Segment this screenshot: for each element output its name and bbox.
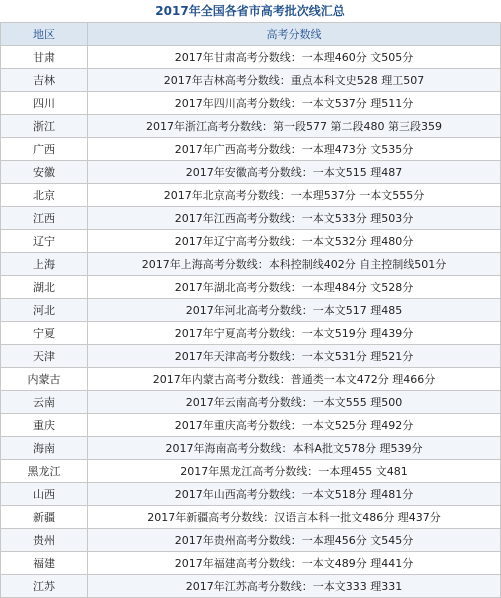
score-cell: 2017年上海高考分数线：本科控制线402分 自主控制线501分 bbox=[88, 253, 501, 276]
table-row bbox=[1, 460, 501, 483]
region-cell: 甘肃 bbox=[1, 46, 88, 69]
table-row bbox=[1, 299, 501, 322]
region-cell: 重庆 bbox=[1, 414, 88, 437]
table-body bbox=[1, 46, 501, 598]
table-row bbox=[1, 575, 501, 598]
region-cell: 海南 bbox=[1, 437, 88, 460]
region-cell: 吉林 bbox=[1, 69, 88, 92]
region-cell: 四川 bbox=[1, 92, 88, 115]
table-row bbox=[1, 276, 501, 299]
score-cell: 2017年辽宁高考分数线：一本文532分 理480分 bbox=[88, 230, 501, 253]
region-cell: 安徽 bbox=[1, 161, 88, 184]
table-row bbox=[1, 483, 501, 506]
region-cell: 江苏 bbox=[1, 575, 88, 598]
score-cell: 2017年海南高考分数线：本科A批文578分 理539分 bbox=[88, 437, 501, 460]
table-row bbox=[1, 552, 501, 575]
table-row bbox=[1, 368, 501, 391]
score-cell: 2017年安徽高考分数线：一本文515 理487 bbox=[88, 161, 501, 184]
region-cell: 福建 bbox=[1, 552, 88, 575]
table-row bbox=[1, 184, 501, 207]
region-cell: 天津 bbox=[1, 345, 88, 368]
region-cell: 湖北 bbox=[1, 276, 88, 299]
table-row bbox=[1, 414, 501, 437]
score-cell: 2017年福建高考分数线：一本文489分 理441分 bbox=[88, 552, 501, 575]
table-row bbox=[1, 138, 501, 161]
score-cell: 2017年新疆高考分数线：汉语言本科一批文486分 理437分 bbox=[88, 506, 501, 529]
region-cell: 河北 bbox=[1, 299, 88, 322]
table-row bbox=[1, 506, 501, 529]
score-cell: 2017年江西高考分数线：一本文533分 理503分 bbox=[88, 207, 501, 230]
score-cell: 2017年湖北高考分数线：一本理484分 文528分 bbox=[88, 276, 501, 299]
score-cell: 2017年河北高考分数线：一本文517 理485 bbox=[88, 299, 501, 322]
header-row bbox=[1, 23, 501, 46]
region-cell: 黑龙江 bbox=[1, 460, 88, 483]
region-cell: 新疆 bbox=[1, 506, 88, 529]
table-row bbox=[1, 115, 501, 138]
table-row bbox=[1, 253, 501, 276]
region-cell: 上海 bbox=[1, 253, 88, 276]
table-row bbox=[1, 322, 501, 345]
header-score: 高考分数线 bbox=[88, 23, 501, 46]
region-cell: 宁夏 bbox=[1, 322, 88, 345]
table-row bbox=[1, 391, 501, 414]
table-row bbox=[1, 437, 501, 460]
header-region: 地区 bbox=[1, 23, 88, 46]
region-cell: 辽宁 bbox=[1, 230, 88, 253]
table-row bbox=[1, 92, 501, 115]
region-cell: 内蒙古 bbox=[1, 368, 88, 391]
table-row bbox=[1, 161, 501, 184]
score-cell: 2017年广西高考分数线：一本理473分 文535分 bbox=[88, 138, 501, 161]
score-cell: 2017年吉林高考分数线：重点本科文史528 理工507 bbox=[88, 69, 501, 92]
score-cell: 2017年甘肃高考分数线：一本理460分 文505分 bbox=[88, 46, 501, 69]
score-table bbox=[0, 22, 501, 598]
table-row bbox=[1, 69, 501, 92]
score-cell: 2017年四川高考分数线：一本文537分 理511分 bbox=[88, 92, 501, 115]
score-cell: 2017年黑龙江高考分数线：一本理455 文481 bbox=[88, 460, 501, 483]
table-row bbox=[1, 529, 501, 552]
table-row bbox=[1, 207, 501, 230]
region-cell: 山西 bbox=[1, 483, 88, 506]
table-header bbox=[1, 23, 501, 46]
score-cell: 2017年浙江高考分数线：第一段577 第二段480 第三段359 bbox=[88, 115, 501, 138]
score-cell: 2017年云南高考分数线：一本文555 理500 bbox=[88, 391, 501, 414]
region-cell: 广西 bbox=[1, 138, 88, 161]
table-row bbox=[1, 46, 501, 69]
region-cell: 贵州 bbox=[1, 529, 88, 552]
score-cell: 2017年宁夏高考分数线：一本文519分 理439分 bbox=[88, 322, 501, 345]
score-cell: 2017年江苏高考分数线：一本文333 理331 bbox=[88, 575, 501, 598]
score-cell: 2017年贵州高考分数线：一本理456分 文545分 bbox=[88, 529, 501, 552]
score-cell: 2017年重庆高考分数线：一本文525分 理492分 bbox=[88, 414, 501, 437]
table-row bbox=[1, 230, 501, 253]
score-cell: 2017年内蒙古高考分数线：普通类一本文472分 理466分 bbox=[88, 368, 501, 391]
page-title: 2017年全国各省市高考批次线汇总 bbox=[0, 0, 500, 22]
table-row bbox=[1, 345, 501, 368]
region-cell: 浙江 bbox=[1, 115, 88, 138]
score-cell: 2017年天津高考分数线：一本文531分 理521分 bbox=[88, 345, 501, 368]
region-cell: 云南 bbox=[1, 391, 88, 414]
score-cell: 2017年山西高考分数线：一本文518分 理481分 bbox=[88, 483, 501, 506]
score-cell: 2017年北京高考分数线：一本理537分 一本文555分 bbox=[88, 184, 501, 207]
region-cell: 北京 bbox=[1, 184, 88, 207]
region-cell: 江西 bbox=[1, 207, 88, 230]
